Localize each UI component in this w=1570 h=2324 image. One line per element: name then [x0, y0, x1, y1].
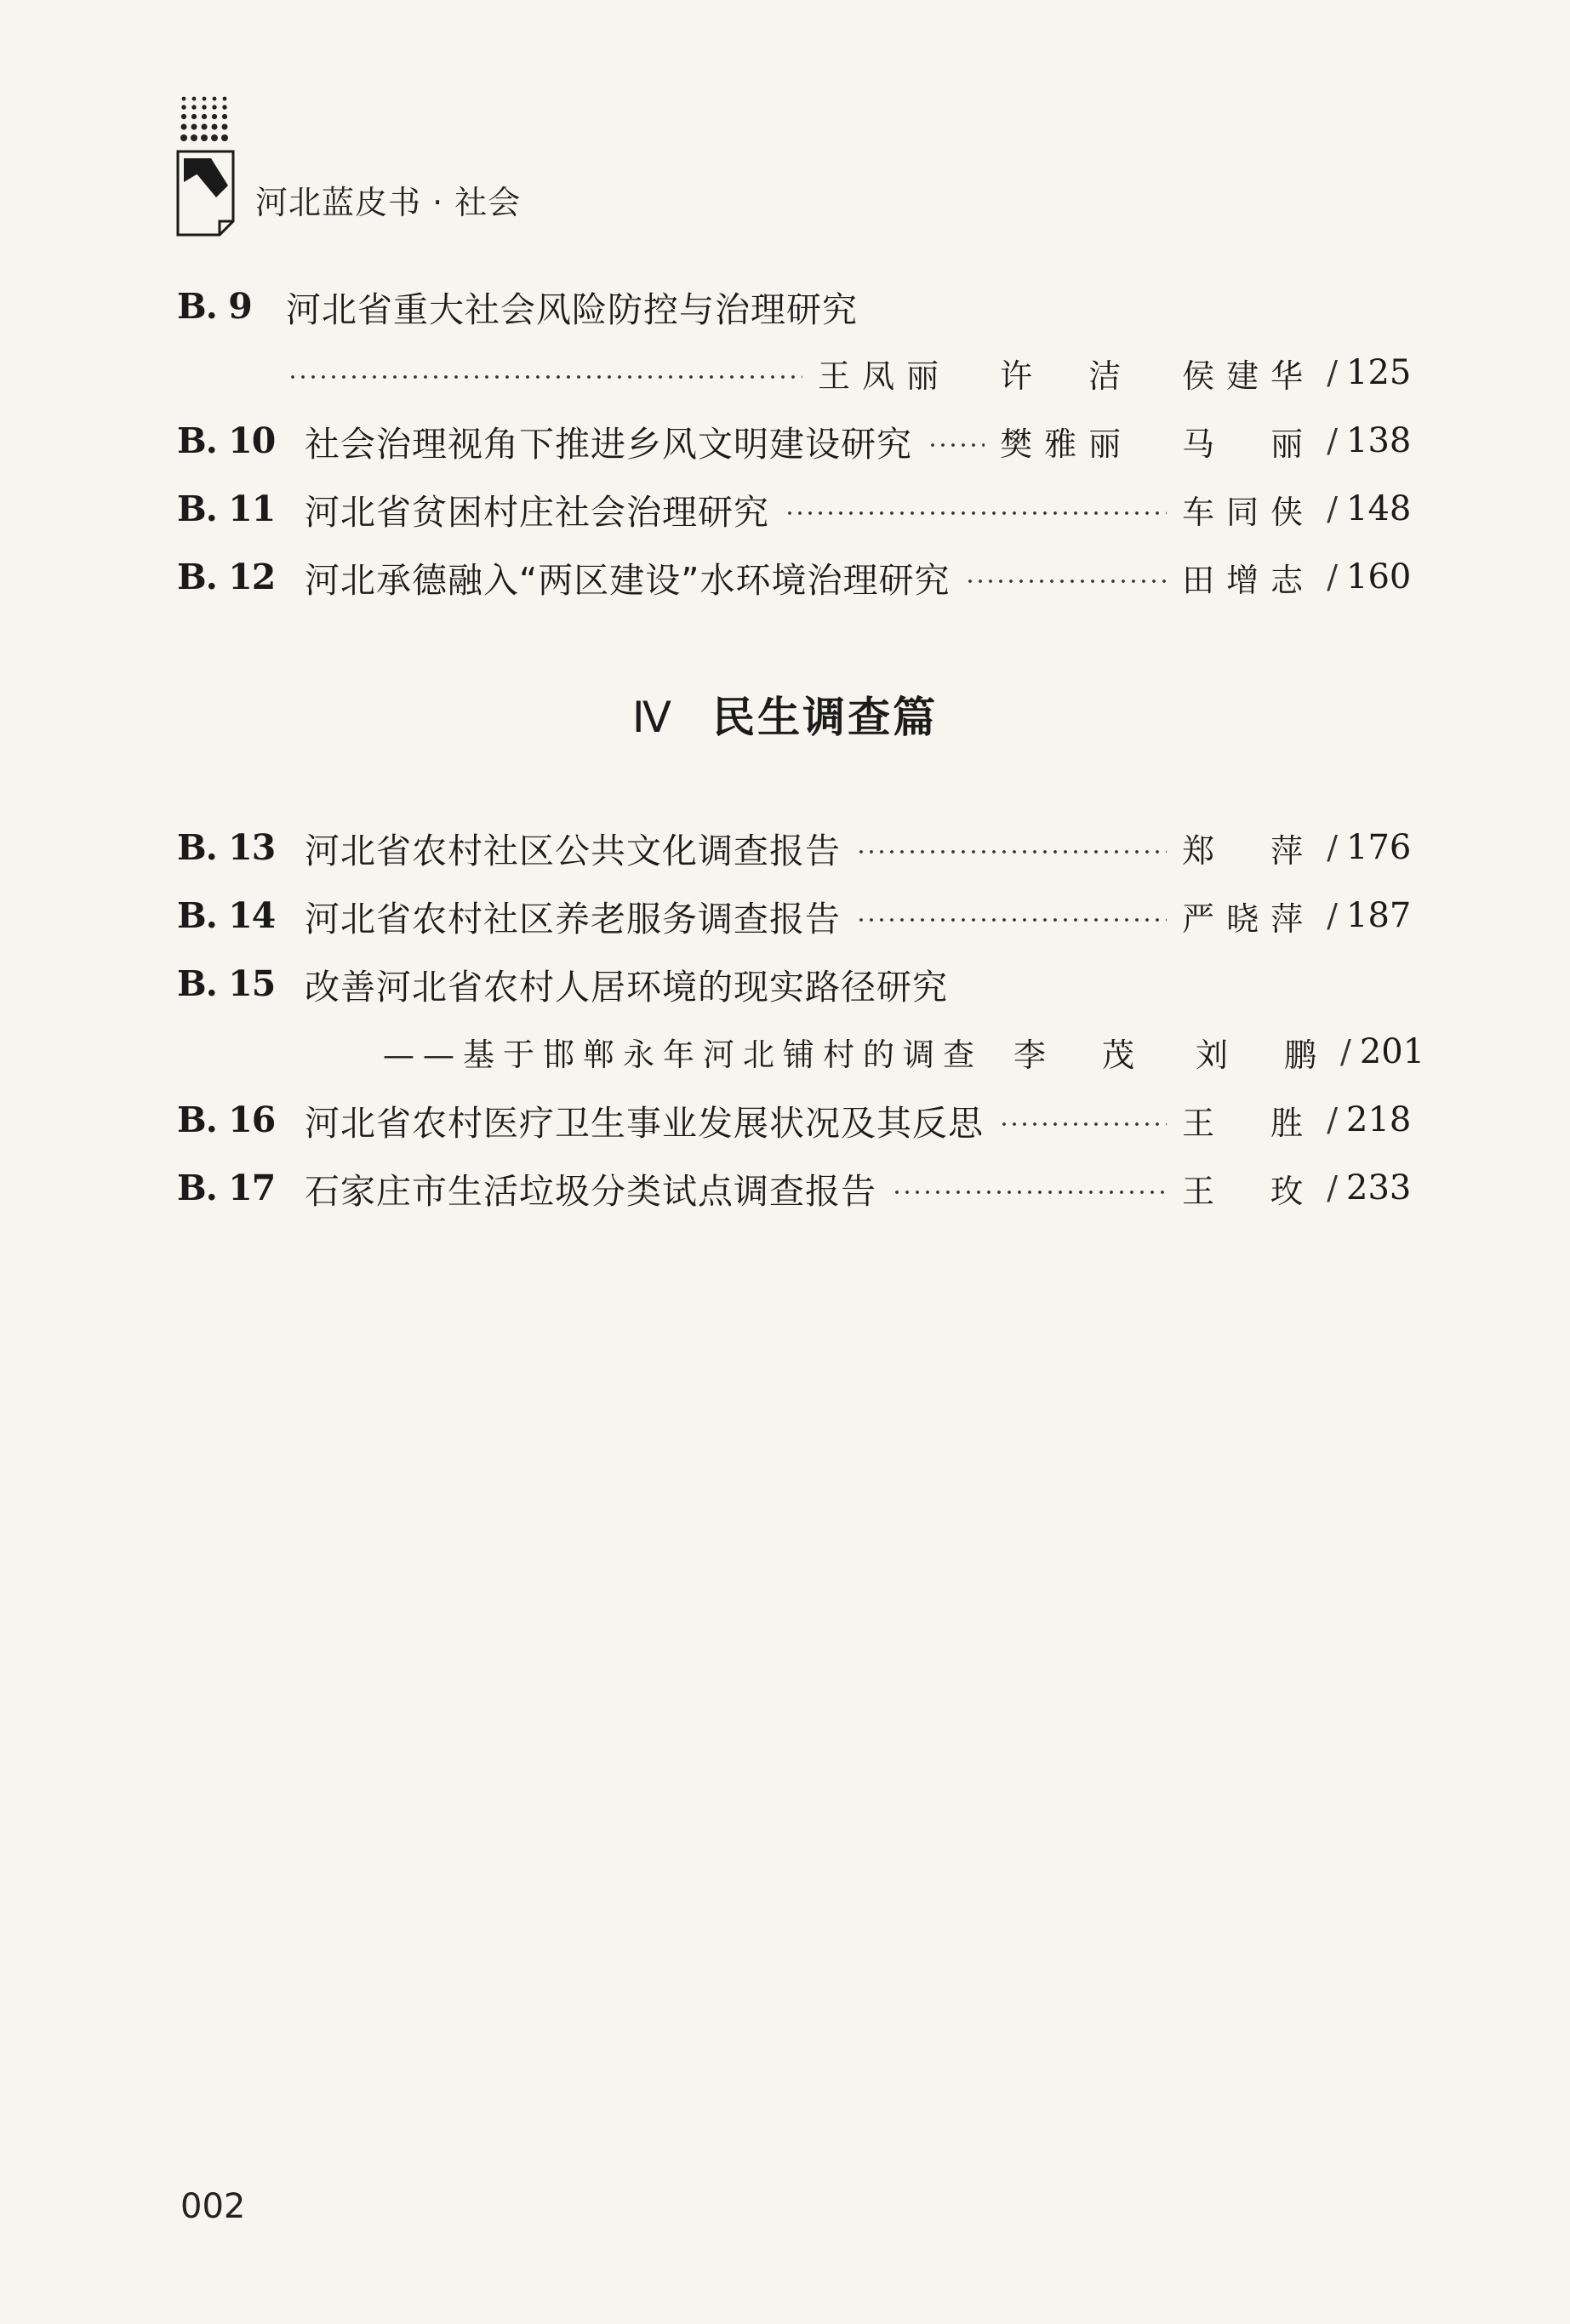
entry-title: 改善河北省农村人居环境的现实路径研究	[305, 966, 948, 1008]
toc-entry[interactable]	[177, 1162, 1412, 1213]
page-number: 148	[1346, 489, 1412, 528]
page-number: 176	[1346, 828, 1412, 867]
page-number: 138	[1346, 421, 1412, 460]
toc-entry[interactable]	[177, 822, 1412, 873]
entry-authors	[1182, 486, 1315, 533]
dot-leader	[928, 443, 985, 447]
page-number: 233	[1346, 1168, 1412, 1208]
entry-authors	[1182, 893, 1315, 939]
entry-number: B. 13	[177, 827, 276, 868]
dot-leader	[999, 1122, 1167, 1126]
entry-authors	[818, 350, 1315, 397]
entry-authors	[1182, 1097, 1315, 1144]
page-separator: /	[1327, 1169, 1338, 1207]
page-separator: /	[1327, 897, 1338, 934]
entry-authors	[1182, 554, 1315, 601]
page-separator: /	[1340, 1033, 1351, 1071]
author-name: 刘 鹏	[1196, 1036, 1329, 1074]
entry-title: 石家庄市生活垃圾分类试点调查报告	[305, 1170, 876, 1212]
entry-authors	[1013, 1029, 1328, 1076]
dot-leader	[856, 918, 1167, 922]
page-separator: /	[1327, 1101, 1338, 1139]
entry-number: B. 12	[177, 557, 276, 597]
toc-entry[interactable]	[177, 958, 1402, 1009]
toc-entry[interactable]	[177, 551, 1412, 602]
page-number: 125	[1346, 353, 1412, 392]
toc-entry[interactable]	[177, 890, 1412, 941]
entry-number: B. 15	[177, 963, 276, 1004]
dot-leader	[288, 375, 802, 379]
entry-title: 河北承德融入“两区建设”水环境治理研究	[305, 559, 951, 601]
page-number: 201	[1359, 1032, 1425, 1071]
dot-leader	[965, 580, 1167, 583]
author-name: 严晓萍	[1182, 899, 1316, 938]
page-number: 218	[1346, 1100, 1412, 1139]
entry-number: B. 11	[177, 488, 276, 529]
author-name: 侯建华	[1182, 357, 1316, 395]
author-name: 王凤丽	[818, 357, 951, 395]
toc-entry-authors-line	[177, 347, 1412, 398]
entry-number: B. 14	[177, 895, 276, 936]
author-name: 李 茂	[1013, 1036, 1147, 1074]
toc-entry[interactable]	[177, 281, 1402, 332]
entry-title: 河北省农村社区公共文化调查报告	[305, 830, 841, 871]
dot-leader	[892, 1191, 1167, 1194]
section-title: 民生调查篇	[712, 693, 939, 742]
entry-number: B. 10	[177, 420, 276, 461]
page-number: 160	[1346, 557, 1412, 597]
entry-number: B. 17	[177, 1168, 276, 1208]
entry-authors	[1182, 1165, 1315, 1212]
author-name: 马 丽	[1182, 425, 1316, 463]
dot-leader	[856, 850, 1167, 854]
author-name: 王 胜	[1182, 1104, 1316, 1142]
entry-number: B. 16	[177, 1099, 276, 1140]
page-separator: /	[1327, 490, 1338, 528]
entry-authors	[1182, 825, 1315, 871]
author-name: 王 玫	[1182, 1172, 1316, 1210]
toc-entry[interactable]	[177, 1094, 1412, 1145]
entry-title: 河北省贫困村庄社会治理研究	[305, 491, 769, 533]
page-number: 187	[1346, 896, 1412, 935]
page-separator: /	[1327, 354, 1338, 391]
page-separator: /	[1327, 829, 1338, 866]
page-folio: 002	[180, 2187, 246, 2226]
entry-title: 社会治理视角下推进乡风文明建设研究	[305, 423, 912, 465]
dot-leader	[785, 511, 1167, 515]
entry-title: 河北省农村社区养老服务调查报告	[305, 898, 841, 939]
entry-title: 河北省重大社会风险防控与治理研究	[286, 288, 858, 330]
page-separator: /	[1327, 422, 1338, 460]
toc-entry-subtitle-line	[177, 1026, 1425, 1077]
author-name: 樊雅丽	[1000, 425, 1133, 463]
entry-number: B. 9	[177, 286, 252, 327]
entry-title: 河北省农村医疗卫生事业发展状况及其反思	[305, 1102, 984, 1144]
series-title: 河北蓝皮书 · 社会	[255, 184, 522, 221]
toc-entry[interactable]	[177, 415, 1412, 466]
entry-authors	[1000, 418, 1315, 465]
author-name: 田增志	[1182, 561, 1316, 599]
section-numeral: Ⅳ	[631, 693, 672, 742]
toc-entry[interactable]	[177, 483, 1412, 534]
author-name: 许 洁	[1000, 357, 1133, 395]
series-logo-icon	[175, 94, 238, 238]
author-name: 车同侠	[1182, 493, 1316, 531]
page-separator: /	[1327, 558, 1338, 596]
entry-subtitle: ——基于邯郸永年河北铺村的调查	[383, 1036, 983, 1073]
section-heading	[0, 683, 1570, 745]
author-name: 郑 萍	[1182, 831, 1316, 870]
